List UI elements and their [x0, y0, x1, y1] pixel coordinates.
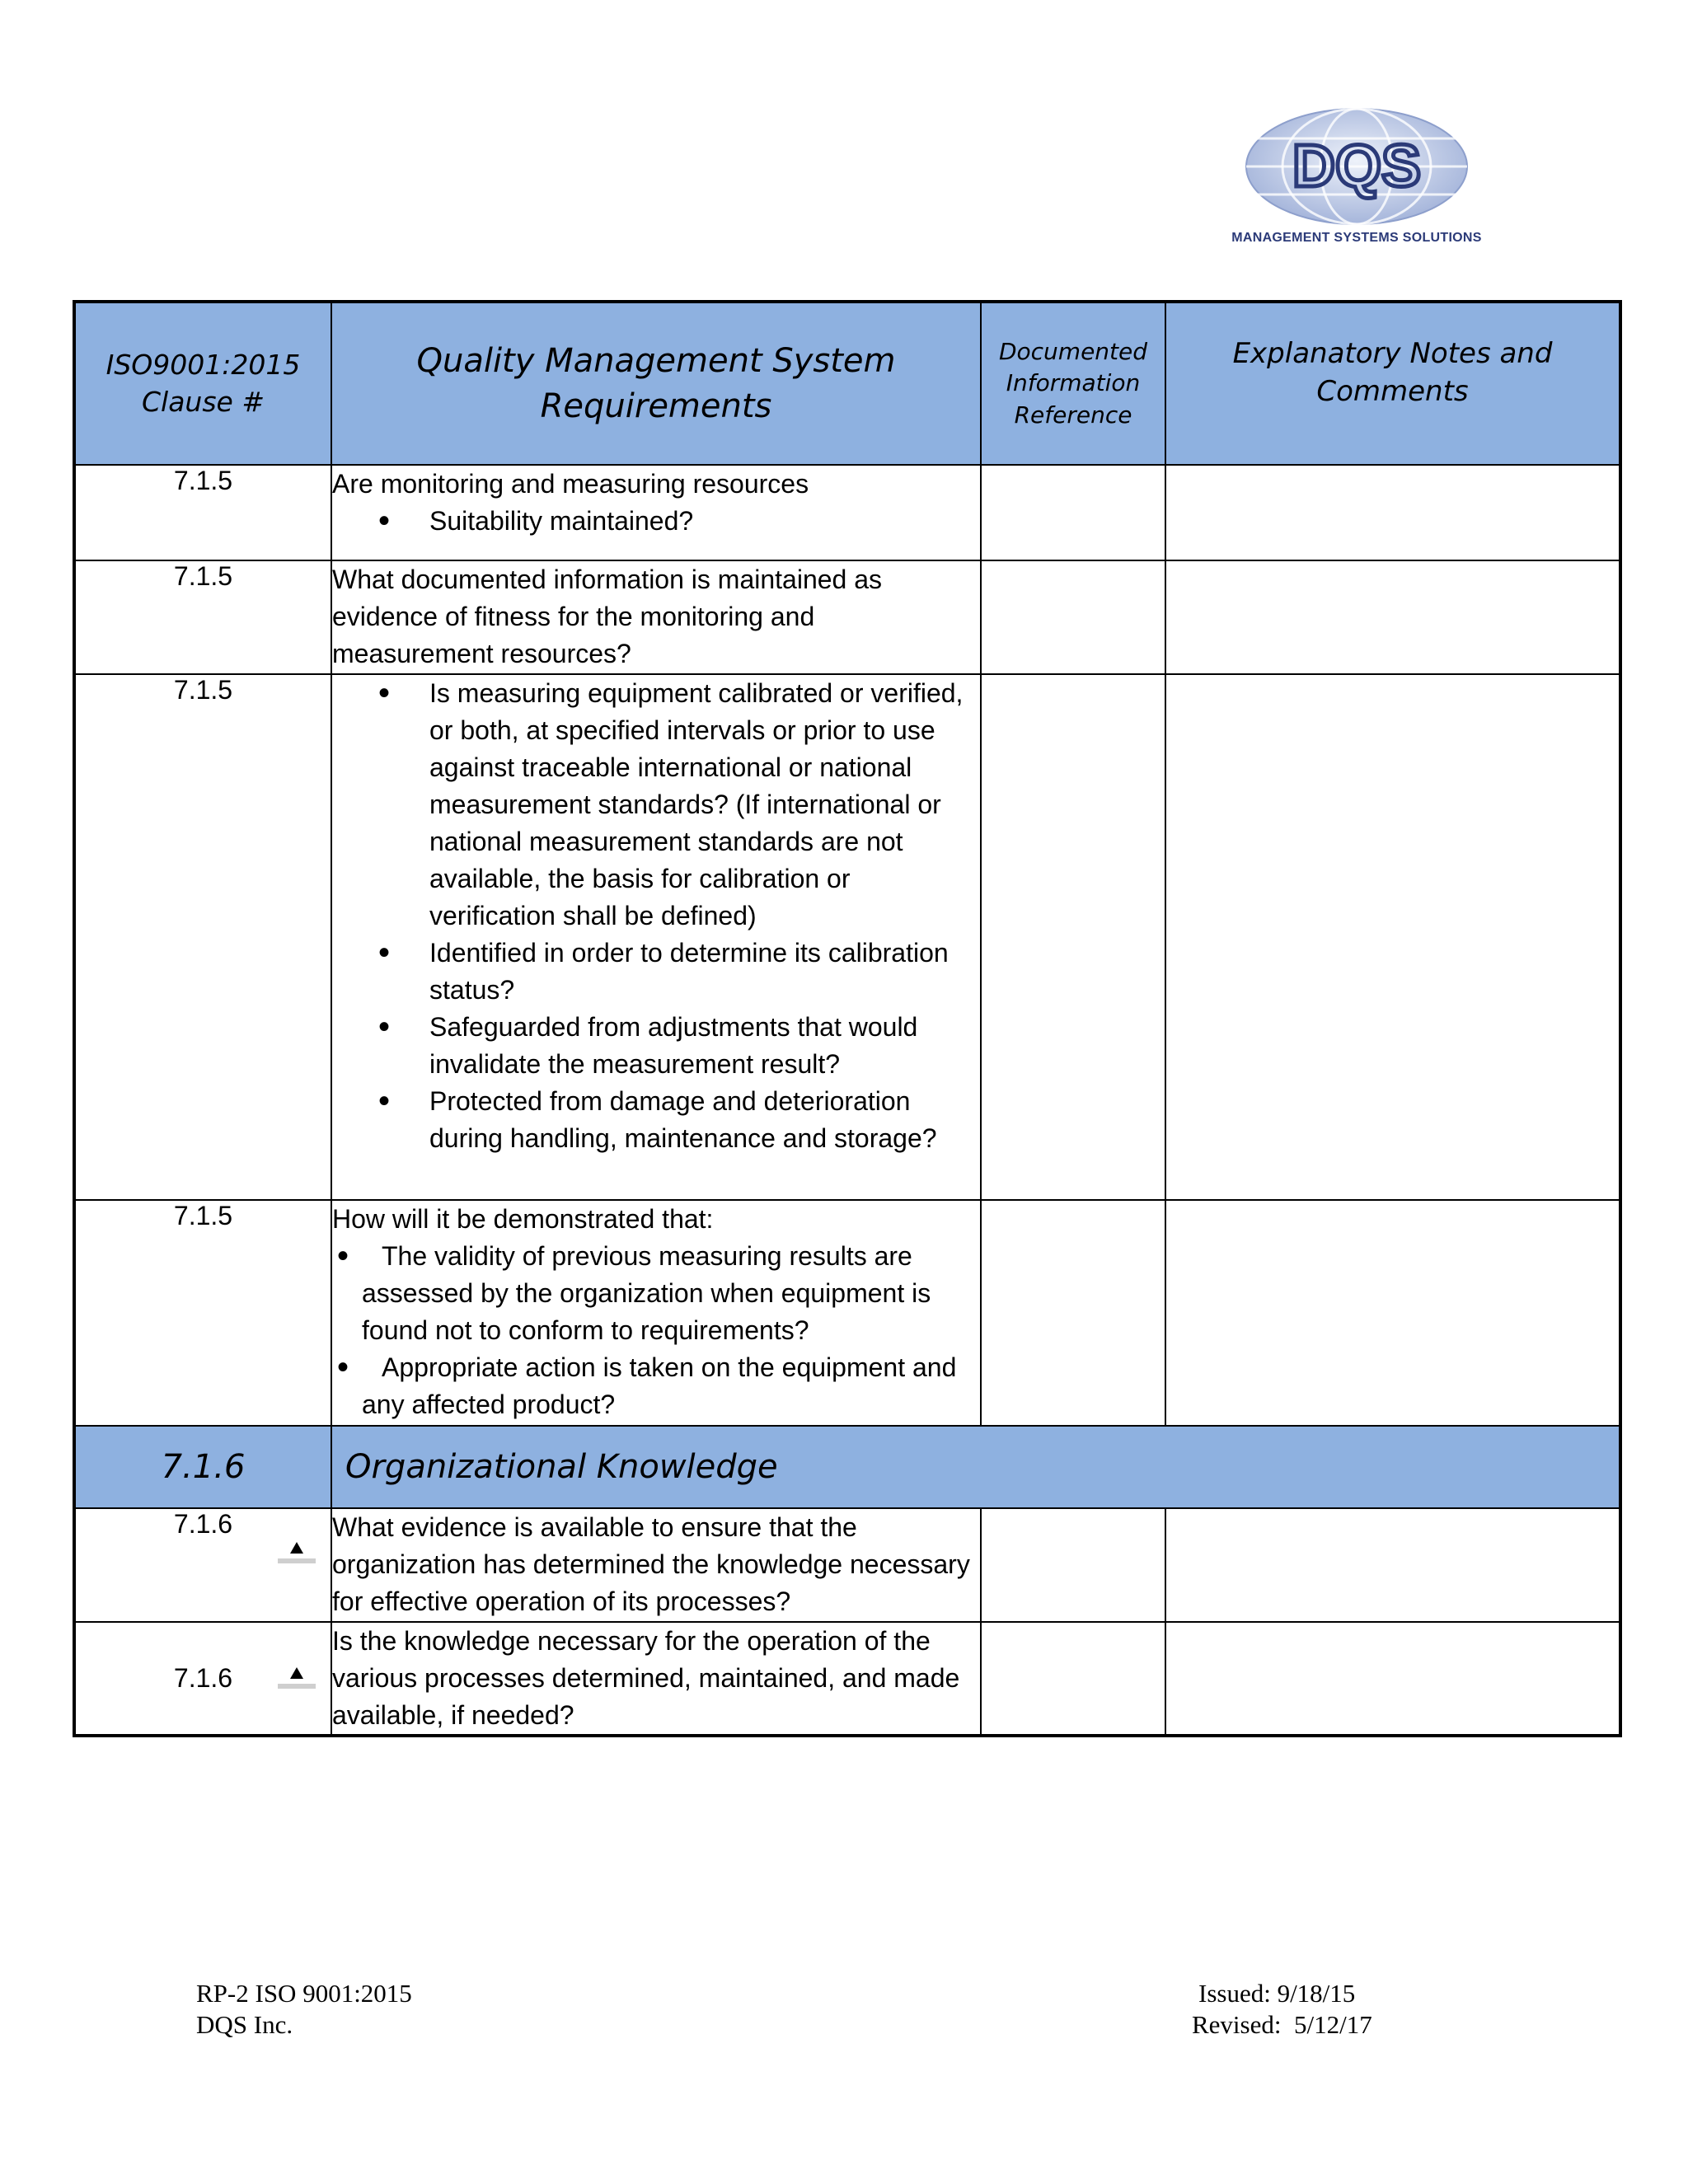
documented-info-cell[interactable] [981, 674, 1165, 1200]
table-row [74, 674, 1620, 1200]
triangle-up-icon [278, 1534, 316, 1567]
dqs-logo [1225, 104, 1489, 260]
clause-cell [74, 1622, 331, 1736]
header-requirements: Quality Management System Requirements [331, 302, 981, 465]
triangle-up-icon [278, 1659, 316, 1692]
svg-text:DQS: DQS [1292, 134, 1422, 199]
footer-left [196, 1978, 412, 2041]
clause-cell: 7.1.5 [74, 674, 331, 1200]
clause-cell [74, 1508, 331, 1622]
table-header-row [74, 302, 1620, 465]
bullet-item: • Safeguarded from adjustments that would invalidate the measurement result? [429, 1009, 980, 1083]
requirement-text: Are monitoring and measuring resources [332, 469, 809, 499]
clause-number: 7.1.6 [173, 1663, 233, 1693]
notes-cell[interactable] [1165, 1200, 1620, 1426]
section-clause: 7.1.6 [74, 1426, 331, 1508]
clause-cell: 7.1.5 [74, 465, 331, 560]
notes-cell[interactable] [1165, 674, 1620, 1200]
requirement-cell [331, 1200, 981, 1426]
section-title: Organizational Knowledge [331, 1426, 1620, 1508]
notes-cell[interactable] [1165, 1622, 1620, 1736]
clause-cell: 7.1.5 [74, 560, 331, 674]
requirements-table [73, 300, 1622, 1737]
table-row [74, 560, 1620, 674]
bullet-item: • The validity of previous measuring results are assessed by the organization when equipment is found not to conform to requirements? [362, 1238, 980, 1349]
footer-doc-id: RP-2 ISO 9001:2015 [196, 1979, 412, 2008]
table-row [74, 1622, 1620, 1736]
notes-cell[interactable] [1165, 560, 1620, 674]
section-row [74, 1426, 1620, 1508]
table-row [74, 1200, 1620, 1426]
logo-caption: MANAGEMENT SYSTEMS SOLUTIONS [1231, 231, 1482, 245]
footer-right [1192, 1978, 1372, 2041]
footer-issued: Issued: 9/18/15 [1198, 1979, 1356, 2008]
requirement-text: Is the knowledge necessary for the operation of the various processes determined, maintained, and made available, if needed? [332, 1626, 960, 1730]
documented-info-cell[interactable] [981, 465, 1165, 560]
requirement-cell [331, 1622, 981, 1736]
footer-company: DQS Inc. [196, 2010, 293, 2039]
clause-cell: 7.1.5 [74, 1200, 331, 1426]
documented-info-cell[interactable] [981, 1508, 1165, 1622]
requirement-text: How will it be demonstrated that: [332, 1204, 714, 1234]
footer-revised: Revised: 5/12/17 [1192, 2010, 1372, 2039]
bullet-item: • Is measuring equipment calibrated or verified, or both, at specified intervals or prior to use against traceable international or national measurement standards? (If international or national measurement standards are not available, the basis for calibration or verification shall be defined) [429, 675, 980, 935]
table-row [74, 465, 1620, 560]
bullet-item: • Identified in order to determine its calibration status? [429, 935, 980, 1009]
header-notes: Explanatory Notes and Comments [1165, 302, 1620, 465]
documented-info-cell[interactable] [981, 1200, 1165, 1426]
table-row [74, 1508, 1620, 1622]
requirement-cell [331, 465, 981, 560]
requirement-cell [331, 1508, 981, 1622]
bullet-item: • Suitability maintained? [429, 503, 980, 540]
requirement-cell [331, 560, 981, 674]
header-clause: ISO9001:2015 Clause # [74, 302, 331, 465]
globe-logo-icon [1225, 104, 1489, 227]
requirement-text: What documented information is maintained as evidence of fitness for the monitoring and measurement resources? [332, 565, 883, 668]
clause-number: 7.1.6 [173, 1509, 233, 1539]
header-documented-info: Documented Information Reference [981, 302, 1165, 465]
requirement-cell [331, 674, 981, 1200]
documented-info-cell[interactable] [981, 1622, 1165, 1736]
bullet-item: • Appropriate action is taken on the equipment and any affected product? [362, 1349, 980, 1423]
requirement-text: What evidence is available to ensure that the organization has determined the knowledge necessary for effective operation of its processes? [332, 1512, 970, 1616]
documented-info-cell[interactable] [981, 560, 1165, 674]
notes-cell[interactable] [1165, 1508, 1620, 1622]
bullet-item: • Protected from damage and deterioration during handling, maintenance and storage? [429, 1083, 980, 1157]
notes-cell[interactable] [1165, 465, 1620, 560]
